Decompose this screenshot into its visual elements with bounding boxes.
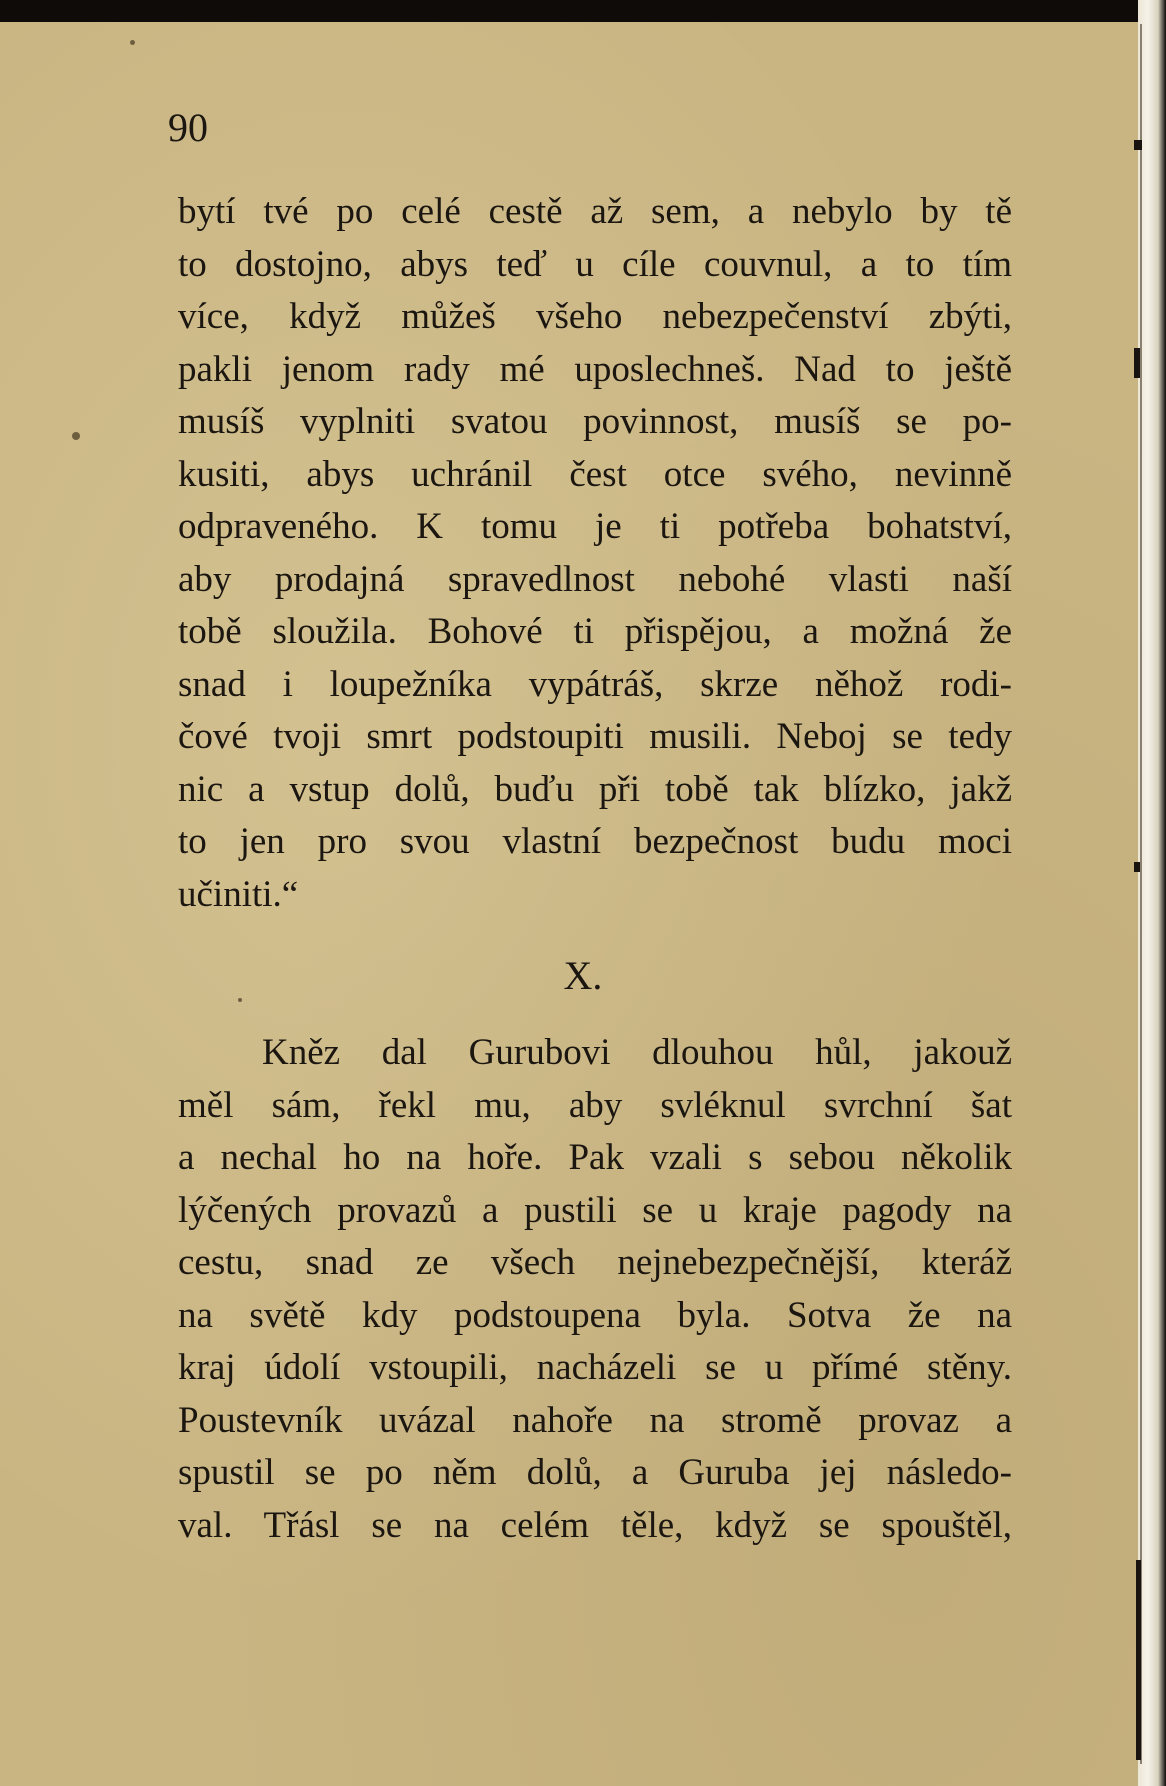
paragraph-chapter-x <box>178 1027 1012 1552</box>
paper-speck <box>130 40 135 45</box>
text-line: kraj údolí vstoupili, nacházeli se u přímé stěny. <box>178 1347 1012 1388</box>
text-line: to jen pro svou vlastní bezpečnost budu moci <box>178 821 1012 862</box>
text-line: to dostojno, abys teď u cíle couvnul, a to tím <box>178 243 1012 285</box>
edge-mark <box>1134 862 1140 872</box>
paragraph-continued <box>178 186 1012 921</box>
text-line: měl sám, řekl mu, aby svléknul svrchní šat <box>178 1084 1012 1126</box>
adjacent-page-edge <box>1138 0 1166 1786</box>
edge-mark <box>1140 24 1142 1764</box>
text-line: Kněz dal Gurubovi dlouhou hůl, jakouž <box>262 1032 1012 1073</box>
text-line: tobě sloužila. Bohové ti přispějou, a možná že <box>178 611 1012 652</box>
text-line: čové tvoji smrt podstoupiti musili. Neboj se tedy <box>178 716 1012 757</box>
text-line: kusiti, abys uchránil čest otce svého, nevinně <box>178 453 1012 495</box>
edge-mark <box>1134 140 1142 150</box>
paper-speck <box>72 432 80 440</box>
text-line: lýčených provazů a pustili se u kraje pagody na <box>178 1189 1012 1231</box>
text-line: aby prodajná spravedlnost nebohé vlasti naší <box>178 558 1012 600</box>
text-line: a nechal ho na hoře. Pak vzali s sebou několik <box>178 1137 1012 1178</box>
edge-mark <box>1134 348 1140 378</box>
text-line: musíš vyplniti svatou povinnost, musíš se po- <box>178 401 1012 442</box>
text-line: odpraveného. K tomu je ti potřeba bohatství, <box>178 506 1012 547</box>
edge-mark <box>1136 1560 1141 1760</box>
text-line: pakli jenom rady mé uposlechneš. Nad to ještě <box>178 348 1012 390</box>
text-line: nic a vstup dolů, buďu při tobě tak blízko, jakž <box>178 768 1012 810</box>
chapter-heading: X. <box>563 953 603 998</box>
text-line: více, když můžeš všeho nebezpečenství zbýti, <box>178 296 1012 337</box>
text-line: Poustevník uvázal nahoře na stromě provaz a <box>178 1399 1012 1441</box>
text-line: cestu, snad ze všech nejnebezpečnější, kteráž <box>178 1242 1012 1283</box>
text-line: učiniti.“ <box>178 873 299 915</box>
text-line: bytí tvé po celé cestě až sem, a nebylo by tě <box>178 191 1012 232</box>
text-line: val. Třásl se na celém těle, když se spouštěl, <box>178 1504 1012 1546</box>
text-line: spustil se po něm dolů, a Guruba jej následo- <box>178 1452 1012 1493</box>
text-line: na světě kdy podstoupena byla. Sotva že na <box>178 1294 1012 1336</box>
page-number: 90 <box>168 105 208 150</box>
text-line: snad i loupežníka vypátráš, skrze něhož rodi- <box>178 663 1012 705</box>
